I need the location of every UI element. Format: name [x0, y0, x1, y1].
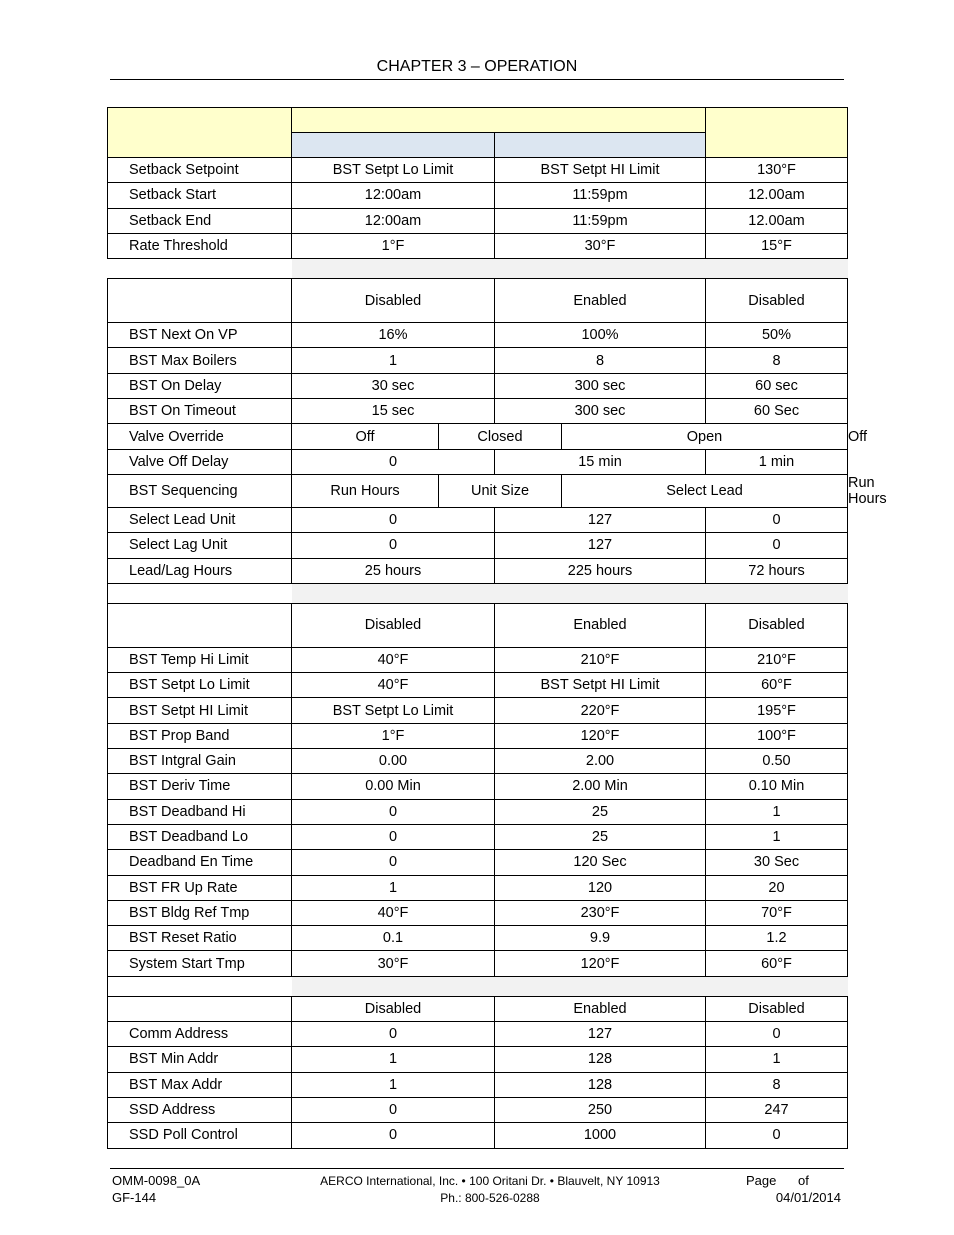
default-cell: 100°F: [706, 723, 848, 748]
min-cell: 1: [292, 1047, 495, 1072]
max-cell: 15 min: [495, 449, 706, 474]
footer-page-label: Page of: [746, 1173, 809, 1188]
param-name-cell: Rate Threshold: [108, 233, 292, 258]
max-cell: BST Setpt HI Limit: [495, 673, 706, 698]
min-cell: 0: [292, 1022, 495, 1047]
section-gap-left: [108, 259, 292, 279]
section-status-row: [108, 996, 848, 1021]
param-name-cell: BST Temp Hi Limit: [108, 647, 292, 672]
section-gap-band: [292, 976, 848, 996]
default-cell: 0: [706, 507, 848, 532]
option-cell: Run Hours: [292, 474, 439, 507]
param-name-cell: BST Bldg Ref Tmp: [108, 900, 292, 925]
min-cell: 0.00 Min: [292, 774, 495, 799]
default-cell: 0: [706, 1123, 848, 1148]
table-row: [108, 749, 848, 774]
param-name-cell: Comm Address: [108, 1022, 292, 1047]
option-cell: Off: [292, 424, 439, 449]
max-cell: 25: [495, 824, 706, 849]
param-name-cell: BST Next On VP: [108, 323, 292, 348]
table-row: [108, 323, 848, 348]
default-cell: 0.10 Min: [706, 774, 848, 799]
max-cell: 128: [495, 1072, 706, 1097]
param-name-cell: Setback End: [108, 208, 292, 233]
max-cell: 1000: [495, 1123, 706, 1148]
parameter-table-body: [108, 108, 887, 1149]
param-name-cell: BST Prop Band: [108, 723, 292, 748]
min-cell: Disabled: [292, 279, 495, 323]
section-gap-row: [108, 583, 848, 603]
table-row: [108, 824, 848, 849]
param-name-cell: [108, 279, 292, 323]
max-cell: 220°F: [495, 698, 706, 723]
table-row: [108, 673, 848, 698]
param-name-cell: Setback Setpoint: [108, 158, 292, 183]
param-name-cell: Deadband En Time: [108, 850, 292, 875]
section-status-row: [108, 279, 848, 323]
min-cell: Disabled: [292, 996, 495, 1021]
table-row: [108, 900, 848, 925]
option-cell: Open: [562, 424, 848, 449]
table-row: [108, 208, 848, 233]
footer-form-id: GF-144: [112, 1190, 157, 1205]
max-cell: 128: [495, 1047, 706, 1072]
param-name-cell: Lead/Lag Hours: [108, 558, 292, 583]
min-cell: 30 sec: [292, 373, 495, 398]
table-row: BST Sequencing Run Hours Unit Size Select Lead Run Hours: [108, 474, 848, 507]
max-cell: 250: [495, 1097, 706, 1122]
footer-company: AERCO International, Inc. • 100 Oritani Dr. • Blauvelt, NY 10913: [320, 1174, 660, 1188]
max-cell: Enabled: [495, 279, 706, 323]
table-row: Valve Override Off Closed Open Off: [108, 424, 848, 449]
table-row: [108, 158, 848, 183]
default-cell: 247: [706, 1097, 848, 1122]
param-name-cell: Valve Override: [108, 424, 292, 449]
max-cell: 127: [495, 533, 706, 558]
param-name-cell: BST Deadband Lo: [108, 824, 292, 849]
footer-date: 04/01/2014: [775, 1190, 841, 1205]
default-cell: 60 sec: [706, 373, 848, 398]
subheader-cell-max: [495, 133, 706, 158]
section-status-row: [108, 603, 848, 647]
max-cell: 11:59pm: [495, 208, 706, 233]
param-name-cell: BST Sequencing: [108, 474, 292, 507]
default-cell: 8: [706, 348, 848, 373]
min-cell: 0: [292, 1123, 495, 1148]
max-cell: 120°F: [495, 951, 706, 976]
footer-doc-id: OMM-0098_0A: [112, 1173, 201, 1188]
max-cell: 120 Sec: [495, 850, 706, 875]
table-row: [108, 698, 848, 723]
max-cell: 9.9: [495, 926, 706, 951]
min-cell: 25 hours: [292, 558, 495, 583]
min-cell: BST Setpt Lo Limit: [292, 158, 495, 183]
table-row: [108, 558, 848, 583]
header-cell-range: [292, 108, 706, 133]
default-cell: 72 hours: [706, 558, 848, 583]
param-name-cell: SSD Poll Control: [108, 1123, 292, 1148]
param-name-cell: [108, 603, 292, 647]
table-row: [108, 951, 848, 976]
table-row: [108, 875, 848, 900]
min-cell: 30°F: [292, 951, 495, 976]
default-cell: 0.50: [706, 749, 848, 774]
param-name-cell: BST Max Addr: [108, 1072, 292, 1097]
max-cell: 2.00 Min: [495, 774, 706, 799]
max-cell: 127: [495, 507, 706, 532]
max-cell: Enabled: [495, 603, 706, 647]
default-cell: 1: [706, 1047, 848, 1072]
min-cell: 1°F: [292, 233, 495, 258]
default-cell: Disabled: [706, 279, 848, 323]
section-gap-left: [108, 583, 292, 603]
table-row: [108, 850, 848, 875]
min-cell: Disabled: [292, 603, 495, 647]
min-cell: 0: [292, 533, 495, 558]
table-row: [108, 399, 848, 424]
max-cell: 210°F: [495, 647, 706, 672]
min-cell: 1: [292, 875, 495, 900]
default-cell: 60°F: [706, 673, 848, 698]
param-name-cell: BST Reset Ratio: [108, 926, 292, 951]
default-cell: 50%: [706, 323, 848, 348]
default-cell: 1 min: [706, 449, 848, 474]
table-row: [108, 1047, 848, 1072]
table-row: [108, 233, 848, 258]
param-name-cell: BST Max Boilers: [108, 348, 292, 373]
table-row: [108, 647, 848, 672]
max-cell: 100%: [495, 323, 706, 348]
default-cell: 130°F: [706, 158, 848, 183]
option-cell: Select Lead: [562, 474, 848, 507]
min-cell: 15 sec: [292, 399, 495, 424]
param-name-cell: System Start Tmp: [108, 951, 292, 976]
min-cell: 0.00: [292, 749, 495, 774]
table-row: [108, 1072, 848, 1097]
param-name-cell: Valve Off Delay: [108, 449, 292, 474]
max-cell: 2.00: [495, 749, 706, 774]
min-cell: 40°F: [292, 900, 495, 925]
param-name-cell: BST Intgral Gain: [108, 749, 292, 774]
min-cell: 0: [292, 850, 495, 875]
default-cell: 20: [706, 875, 848, 900]
table-row: [108, 926, 848, 951]
param-name-cell: SSD Address: [108, 1097, 292, 1122]
section-gap-row: [108, 259, 848, 279]
table-row: [108, 533, 848, 558]
min-cell: 40°F: [292, 647, 495, 672]
table-row: [108, 183, 848, 208]
param-name-cell: Setback Start: [108, 183, 292, 208]
param-name-cell: BST On Timeout: [108, 399, 292, 424]
default-cell: 8: [706, 1072, 848, 1097]
max-cell: 11:59pm: [495, 183, 706, 208]
param-name-cell: Select Lead Unit: [108, 507, 292, 532]
max-cell: 25: [495, 799, 706, 824]
min-cell: 12:00am: [292, 208, 495, 233]
min-cell: 0: [292, 1097, 495, 1122]
default-cell: 1: [706, 799, 848, 824]
table-row: [108, 799, 848, 824]
min-cell: 1: [292, 348, 495, 373]
default-cell: 0: [706, 533, 848, 558]
table-row: [108, 373, 848, 398]
min-cell: 1: [292, 1072, 495, 1097]
default-cell: 70°F: [706, 900, 848, 925]
max-cell: 225 hours: [495, 558, 706, 583]
param-name-cell: BST Deriv Time: [108, 774, 292, 799]
max-cell: Enabled: [495, 996, 706, 1021]
param-name-cell: [108, 996, 292, 1021]
table-row: [108, 723, 848, 748]
min-cell: 0.1: [292, 926, 495, 951]
param-name-cell: BST Setpt Lo Limit: [108, 673, 292, 698]
param-name-cell: BST Deadband Hi: [108, 799, 292, 824]
table-row: [108, 1022, 848, 1047]
max-cell: 120°F: [495, 723, 706, 748]
max-cell: BST Setpt HI Limit: [495, 158, 706, 183]
table-row: [108, 1123, 848, 1148]
header-cell-default: [706, 108, 848, 158]
min-cell: 0: [292, 449, 495, 474]
param-name-cell: BST FR Up Rate: [108, 875, 292, 900]
footer-phone: Ph.: 800-526-0288: [440, 1191, 540, 1205]
default-cell: Disabled: [706, 996, 848, 1021]
section-gap-band: [292, 259, 848, 279]
default-cell: 210°F: [706, 647, 848, 672]
default-cell: Disabled: [706, 603, 848, 647]
param-name-cell: BST Setpt HI Limit: [108, 698, 292, 723]
section-gap-left: [108, 976, 292, 996]
min-cell: 40°F: [292, 673, 495, 698]
max-cell: 8: [495, 348, 706, 373]
min-cell: 0: [292, 507, 495, 532]
table-row: [108, 348, 848, 373]
max-cell: 230°F: [495, 900, 706, 925]
max-cell: 300 sec: [495, 373, 706, 398]
min-cell: 12:00am: [292, 183, 495, 208]
param-name-cell: BST On Delay: [108, 373, 292, 398]
default-cell: 30 Sec: [706, 850, 848, 875]
default-cell: 1: [706, 824, 848, 849]
default-cell: 60°F: [706, 951, 848, 976]
min-cell: 0: [292, 824, 495, 849]
table-header-row: [108, 108, 848, 133]
footer-rule: [110, 1168, 844, 1169]
header-cell-name: [108, 108, 292, 158]
subheader-cell-min: [292, 133, 495, 158]
max-cell: 120: [495, 875, 706, 900]
default-cell: 12.00am: [706, 208, 848, 233]
section-gap-row: [108, 976, 848, 996]
default-cell: 15°F: [706, 233, 848, 258]
table-row: [108, 774, 848, 799]
option-cell: Closed: [439, 424, 562, 449]
param-name-cell: BST Min Addr: [108, 1047, 292, 1072]
min-cell: 16%: [292, 323, 495, 348]
min-cell: 0: [292, 799, 495, 824]
parameter-table: [107, 107, 887, 1149]
max-cell: 30°F: [495, 233, 706, 258]
header-rule: [110, 79, 844, 80]
default-cell: 1.2: [706, 926, 848, 951]
option-cell: Unit Size: [439, 474, 562, 507]
section-gap-band: [292, 583, 848, 603]
min-cell: BST Setpt Lo Limit: [292, 698, 495, 723]
default-cell: 195°F: [706, 698, 848, 723]
param-name-cell: Select Lag Unit: [108, 533, 292, 558]
default-cell: 0: [706, 1022, 848, 1047]
table-row: [108, 449, 848, 474]
table-row: [108, 507, 848, 532]
table-row: [108, 1097, 848, 1122]
max-cell: 127: [495, 1022, 706, 1047]
min-cell: 1°F: [292, 723, 495, 748]
max-cell: 300 sec: [495, 399, 706, 424]
chapter-title: CHAPTER 3 – OPERATION: [376, 58, 578, 75]
default-cell: 12.00am: [706, 183, 848, 208]
default-cell: 60 Sec: [706, 399, 848, 424]
